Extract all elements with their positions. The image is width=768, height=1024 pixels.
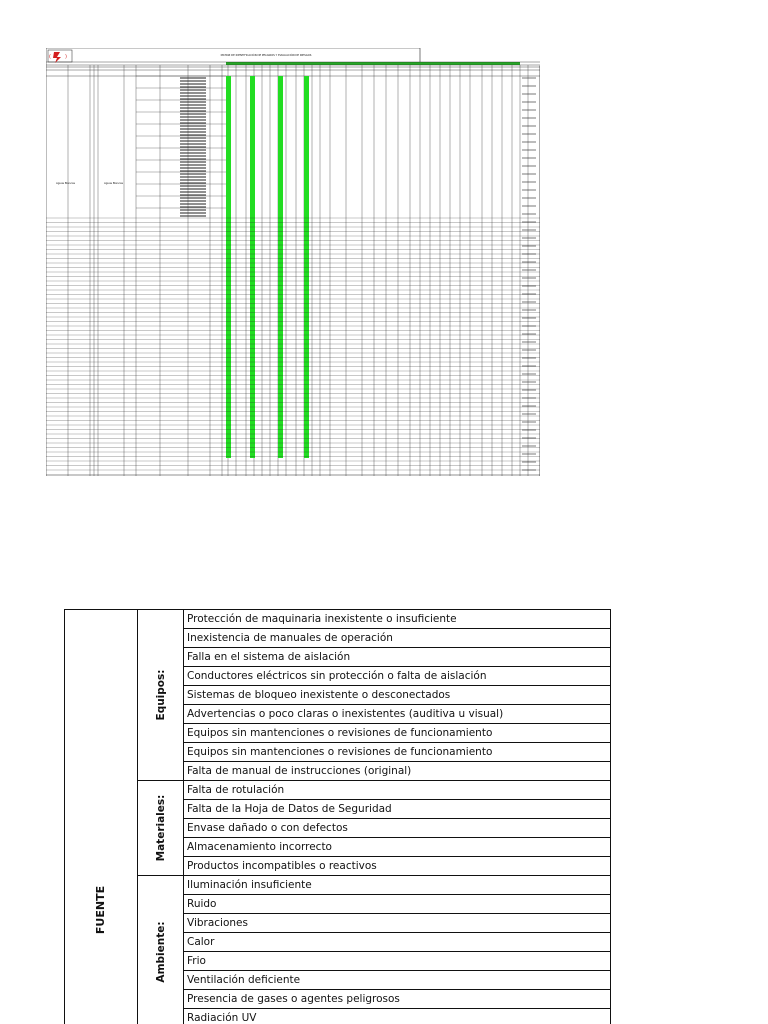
risk-matrix-thumbnail bbox=[46, 48, 540, 476]
hazard-item: Calor bbox=[184, 933, 611, 952]
hazard-item: Equipos sin mantenciones o revisiones de funcionamiento bbox=[184, 724, 611, 743]
fuente-header-cell bbox=[65, 610, 138, 1024]
hazard-item: Falta de manual de instrucciones (original) bbox=[184, 762, 611, 781]
sheet-title: MATRIZ DE IDENTIFICACIÓN DE PELIGROS Y EVALUACIÓN DE RIESGOS bbox=[220, 54, 312, 57]
hazard-item: Conductores eléctricos sin protección o falta de aislación bbox=[184, 667, 611, 686]
hazard-item: Advertencias o poco claras o inexistentes (auditiva u visual) bbox=[184, 705, 611, 724]
hazard-item: Falta de rotulación bbox=[184, 781, 611, 800]
hazard-item: Almacenamiento incorrecto bbox=[184, 838, 611, 857]
table-row bbox=[65, 876, 611, 895]
hazard-item: Iluminación insuficiente bbox=[184, 876, 611, 895]
svg-text:(: ( bbox=[49, 54, 51, 60]
hazard-item: Falta de la Hoja de Datos de Seguridad bbox=[184, 800, 611, 819]
category-cell bbox=[138, 781, 184, 876]
hazard-item: Ruido bbox=[184, 895, 611, 914]
sheet-grid bbox=[46, 48, 540, 476]
process-label: Aguas Blancas bbox=[56, 182, 75, 185]
hazard-item: Inexistencia de manuales de operación bbox=[184, 629, 611, 648]
category-label: Ambiente: bbox=[154, 920, 167, 983]
category-cell bbox=[138, 876, 184, 1024]
hazard-item: Sistemas de bloqueo inexistente o desconectados bbox=[184, 686, 611, 705]
hazard-item: Frio bbox=[184, 952, 611, 971]
hazard-item: Vibraciones bbox=[184, 914, 611, 933]
hazard-item: Productos incompatibles o reactivos bbox=[184, 857, 611, 876]
hazard-item: Falla en el sistema de aislación bbox=[184, 648, 611, 667]
highlight-column bbox=[250, 76, 255, 458]
highlight-column bbox=[226, 76, 231, 458]
highlight-column bbox=[278, 76, 283, 458]
table-row bbox=[65, 610, 611, 629]
risk-matrix-sheet bbox=[46, 48, 540, 476]
company-logo bbox=[48, 50, 72, 63]
hazard-source-table-wrapper bbox=[64, 609, 611, 1024]
hazard-source-table bbox=[64, 609, 611, 1024]
hazard-item: Ventilación deficiente bbox=[184, 971, 611, 990]
svg-text:): ) bbox=[65, 54, 67, 60]
hazard-item: Equipos sin mantenciones o revisiones de funcionamiento bbox=[184, 743, 611, 762]
hazard-item: Envase dañado o con defectos bbox=[184, 819, 611, 838]
category-label: Materiales: bbox=[154, 794, 167, 862]
hazard-item: Presencia de gases o agentes peligrosos bbox=[184, 990, 611, 1009]
header-green-strip bbox=[226, 62, 520, 65]
category-cell bbox=[138, 610, 184, 781]
fuente-label: FUENTE bbox=[94, 885, 107, 935]
table-row bbox=[65, 781, 611, 800]
hazard-item: Radiación UV bbox=[184, 1009, 611, 1024]
category-label: Equipos: bbox=[154, 669, 167, 721]
highlight-column bbox=[304, 76, 309, 458]
hazard-item: Protección de maquinaria inexistente o insuficiente bbox=[184, 610, 611, 629]
task-label: Aguas Blancas bbox=[104, 182, 123, 185]
